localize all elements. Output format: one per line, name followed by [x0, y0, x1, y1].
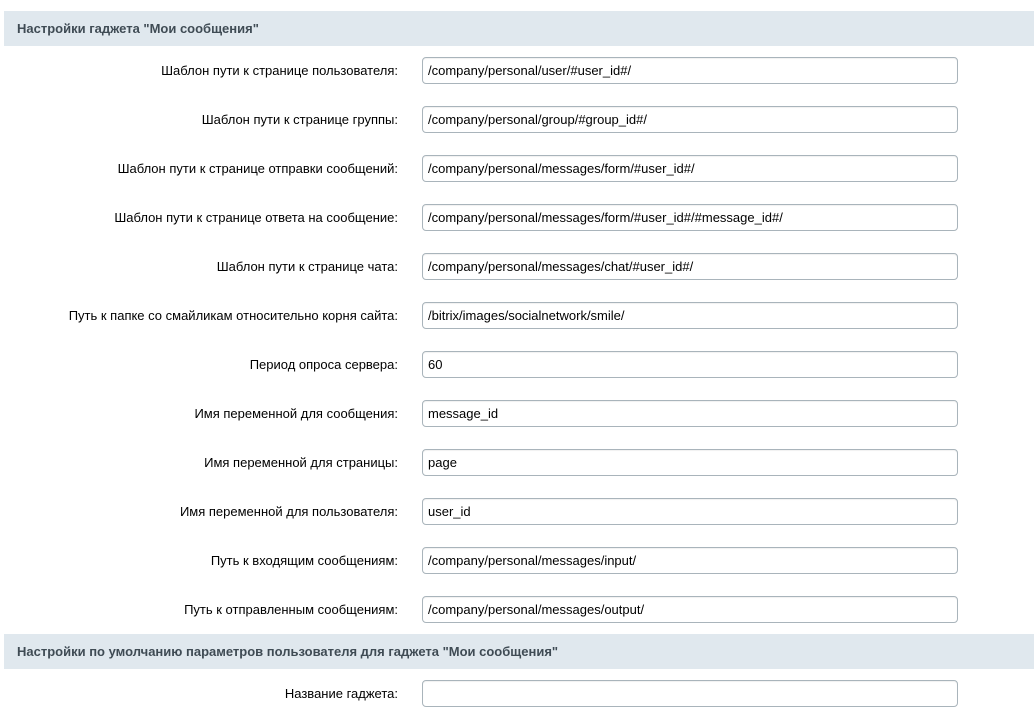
field-label-smile-folder-path: Путь к папке со смайликам относительно корня сайта:	[68, 308, 398, 323]
field-label-inbox-path: Путь к входящим сообщениям:	[210, 553, 398, 568]
page-variable-input[interactable]	[422, 449, 958, 476]
field-label-user-variable: Имя переменной для пользователя:	[179, 504, 398, 519]
user-variable-input[interactable]	[422, 498, 958, 525]
field-label-chat-page-template: Шаблон пути к странице чата:	[216, 259, 398, 274]
gadget-name-input[interactable]	[422, 680, 958, 707]
message-reply-template-input[interactable]	[422, 204, 958, 231]
smile-folder-path-input[interactable]	[422, 302, 958, 329]
field-row-group-page-template	[0, 106, 1034, 133]
field-label-message-reply-template: Шаблон пути к странице ответа на сообщение:	[114, 210, 398, 225]
field-label-message-send-template: Шаблон пути к странице отправки сообщений:	[117, 161, 398, 176]
field-row-user-page-template	[0, 57, 1034, 84]
server-poll-period-input[interactable]	[422, 351, 958, 378]
section-header-user-defaults: Настройки по умолчанию параметров пользователя для гаджета "Мои сообщения"	[4, 634, 1034, 669]
field-row-server-poll-period	[0, 351, 1034, 378]
field-label-outbox-path: Путь к отправленным сообщениям:	[184, 602, 398, 617]
field-row-chat-page-template	[0, 253, 1034, 280]
chat-page-template-input[interactable]	[422, 253, 958, 280]
field-label-message-variable: Имя переменной для сообщения:	[194, 406, 398, 421]
field-row-gadget-name	[0, 680, 1034, 707]
field-row-message-send-template	[0, 155, 1034, 182]
field-row-outbox-path	[0, 596, 1034, 623]
field-label-server-poll-period: Период опроса сервера:	[249, 357, 398, 372]
outbox-path-input[interactable]	[422, 596, 958, 623]
group-page-template-input[interactable]	[422, 106, 958, 133]
field-row-page-variable	[0, 449, 1034, 476]
message-send-template-input[interactable]	[422, 155, 958, 182]
field-label-gadget-name: Название гаджета:	[284, 686, 398, 701]
field-label-user-page-template: Шаблон пути к странице пользователя:	[161, 63, 398, 78]
field-label-group-page-template: Шаблон пути к странице группы:	[201, 112, 398, 127]
section-header-gadget-settings: Настройки гаджета "Мои сообщения"	[4, 11, 1034, 46]
inbox-path-input[interactable]	[422, 547, 958, 574]
user-page-template-input[interactable]	[422, 57, 958, 84]
field-row-user-variable	[0, 498, 1034, 525]
field-row-message-reply-template	[0, 204, 1034, 231]
field-row-smile-folder-path	[0, 302, 1034, 329]
field-row-inbox-path	[0, 547, 1034, 574]
message-variable-input[interactable]	[422, 400, 958, 427]
field-label-page-variable: Имя переменной для страницы:	[204, 455, 398, 470]
field-row-message-variable	[0, 400, 1034, 427]
